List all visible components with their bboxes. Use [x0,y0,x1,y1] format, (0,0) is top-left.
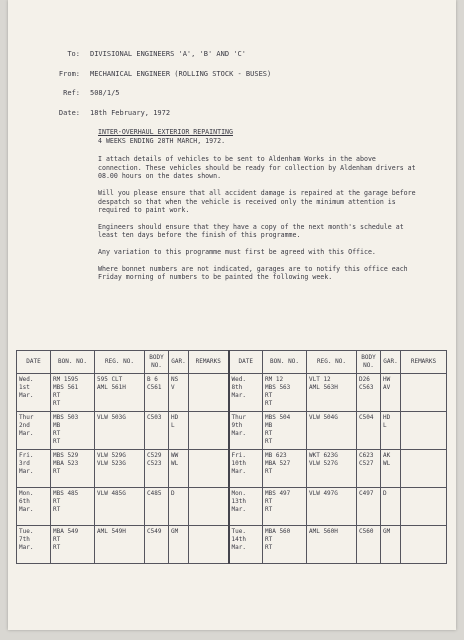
table-cell [401,450,447,488]
table-cell: 595 CLT AML 561H [95,374,145,412]
table-cell [189,450,229,488]
table-cell: GM [169,526,189,564]
table-cell: D26 C563 [357,374,381,412]
table-cell: Tue. 14th Mar. [229,526,263,564]
table-cell: C503 [145,412,169,450]
table-cell: Thur 9th Mar. [229,412,263,450]
table-cell: VLT 12 AML 563H [307,374,357,412]
table-cell: C560 [357,526,381,564]
paragraph-2: Will you please ensure that all accident damage is repaired at the garage before despatch so that when the vehicle is received only the minimum attention is required to paint work. [98,188,416,215]
memo-subtitle: 4 WEEKS ENDING 28TH MARCH, 1972. [98,136,226,145]
table-cell: C623 C527 [357,450,381,488]
table-row [17,450,447,488]
table-cell: GM [381,526,401,564]
table-cell: MB 623 MBA 527 RT [263,450,307,488]
table-cell: MBS 504 MB RT RT [263,412,307,450]
table-cell: HD L [169,412,189,450]
col-header-remarks: REMARKS [189,351,229,374]
table-cell: Fri. 10th Mar. [229,450,263,488]
table-cell: VLW 503G [95,412,145,450]
table-cell: VLW 529G VLW 523G [95,450,145,488]
table-cell [189,412,229,450]
paragraph-3: Engineers should ensure that they have a copy of the next month's schedule at least ten days before the finish of this programme. [98,222,404,240]
table-cell: VLW 485G [95,488,145,526]
table-cell [189,374,229,412]
date-value: 18th February, 1972 [90,109,171,117]
table-cell: WW WL [169,450,189,488]
col-header-reg-no: REG. NO. [95,351,145,374]
from-row [8,70,448,82]
table-cell: C549 [145,526,169,564]
col-header-remarks: REMARKS [401,351,447,374]
to-label: To: [67,50,80,58]
table-cell: Tue. 7th Mar. [17,526,51,564]
col-header-reg-no: REG. NO. [307,351,357,374]
table-cell: MBS 485 RT RT [51,488,95,526]
paragraph-4: Any variation to this programme must first be agreed with this Office. [98,247,376,256]
table-cell: MBA 549 RT RT [51,526,95,564]
table-cell: C504 [357,412,381,450]
table-cell: C497 [357,488,381,526]
table-cell: NS V [169,374,189,412]
col-header-body-no: BODY NO. [145,351,169,374]
schedule-table [16,350,447,564]
ref-label: Ref: [63,89,80,97]
table-cell: VLW 497G [307,488,357,526]
to-value: DIVISIONAL ENGINEERS 'A', 'B' AND 'C' [90,50,246,58]
table-cell: AML 549H [95,526,145,564]
table-cell: D [381,488,401,526]
col-header-body-no: BODY NO. [357,351,381,374]
col-header-gar: GAR. [169,351,189,374]
to-row [8,50,448,62]
table-cell [189,526,229,564]
table-cell: C485 [145,488,169,526]
table-cell: D [169,488,189,526]
table-cell: MBS 529 MBA 523 RT [51,450,95,488]
table-cell: RM 1595 MBS 561 RT RT [51,374,95,412]
table-cell: MBA 560 RT RT [263,526,307,564]
table-cell [401,374,447,412]
col-header-gar: GAR. [381,351,401,374]
col-header-bon-no: BON. NO. [263,351,307,374]
memo-body [98,128,418,290]
table-cell [401,526,447,564]
table-cell: Fri. 3rd Mar. [17,450,51,488]
table-cell [401,488,447,526]
table-cell: AML 560H [307,526,357,564]
table-cell: HD L [381,412,401,450]
table-cell: RM 12 MBS 563 RT RT [263,374,307,412]
memo-page [8,0,456,630]
table-cell: HW AV [381,374,401,412]
ref-value: 508/1/5 [90,89,120,97]
table-cell [189,488,229,526]
table-cell: Wed. 8th Mar. [229,374,263,412]
table-cell: MBS 503 MB RT RT [51,412,95,450]
paragraph-5: Where bonnet numbers are not indicated, garages are to notify this office each Friday morning of numbers to be painted the following week. [98,264,408,282]
ref-row [8,89,448,101]
table-cell: C529 C523 [145,450,169,488]
table-cell: B 6 C561 [145,374,169,412]
table-cell: WKT 623G VLW 527G [307,450,357,488]
from-value: MECHANICAL ENGINEER (ROLLING STOCK - BUSES) [90,70,272,78]
table-cell [401,412,447,450]
table-cell: MBS 497 RT RT [263,488,307,526]
table-header-row [17,351,447,374]
table-cell: AK WL [381,450,401,488]
table-row [17,412,447,450]
col-header-bon-no: BON. NO. [51,351,95,374]
table-row [17,374,447,412]
table-row [17,488,447,526]
table-cell: VLW 504G [307,412,357,450]
memo-title: INTER-OVERHAUL EXTERIOR REPAINTING [98,128,233,136]
date-row [8,109,448,121]
table-row [17,526,447,564]
paragraph-1: I attach details of vehicles to be sent to Aldenham Works in the above connection. These vehicles should be ready for collection by Aldenham drivers at 08.00 hours on the dates shown. [98,155,416,181]
from-label: From: [58,70,80,78]
table-cell: Thur 2nd Mar. [17,412,51,450]
table-cell: Wed. 1st Mar. [17,374,51,412]
table-cell: Mon. 6th Mar. [17,488,51,526]
date-label: Date: [58,109,80,117]
table-cell: Mon. 13th Mar. [229,488,263,526]
col-header-date: DATE [229,351,263,374]
col-header-date: DATE [17,351,51,374]
